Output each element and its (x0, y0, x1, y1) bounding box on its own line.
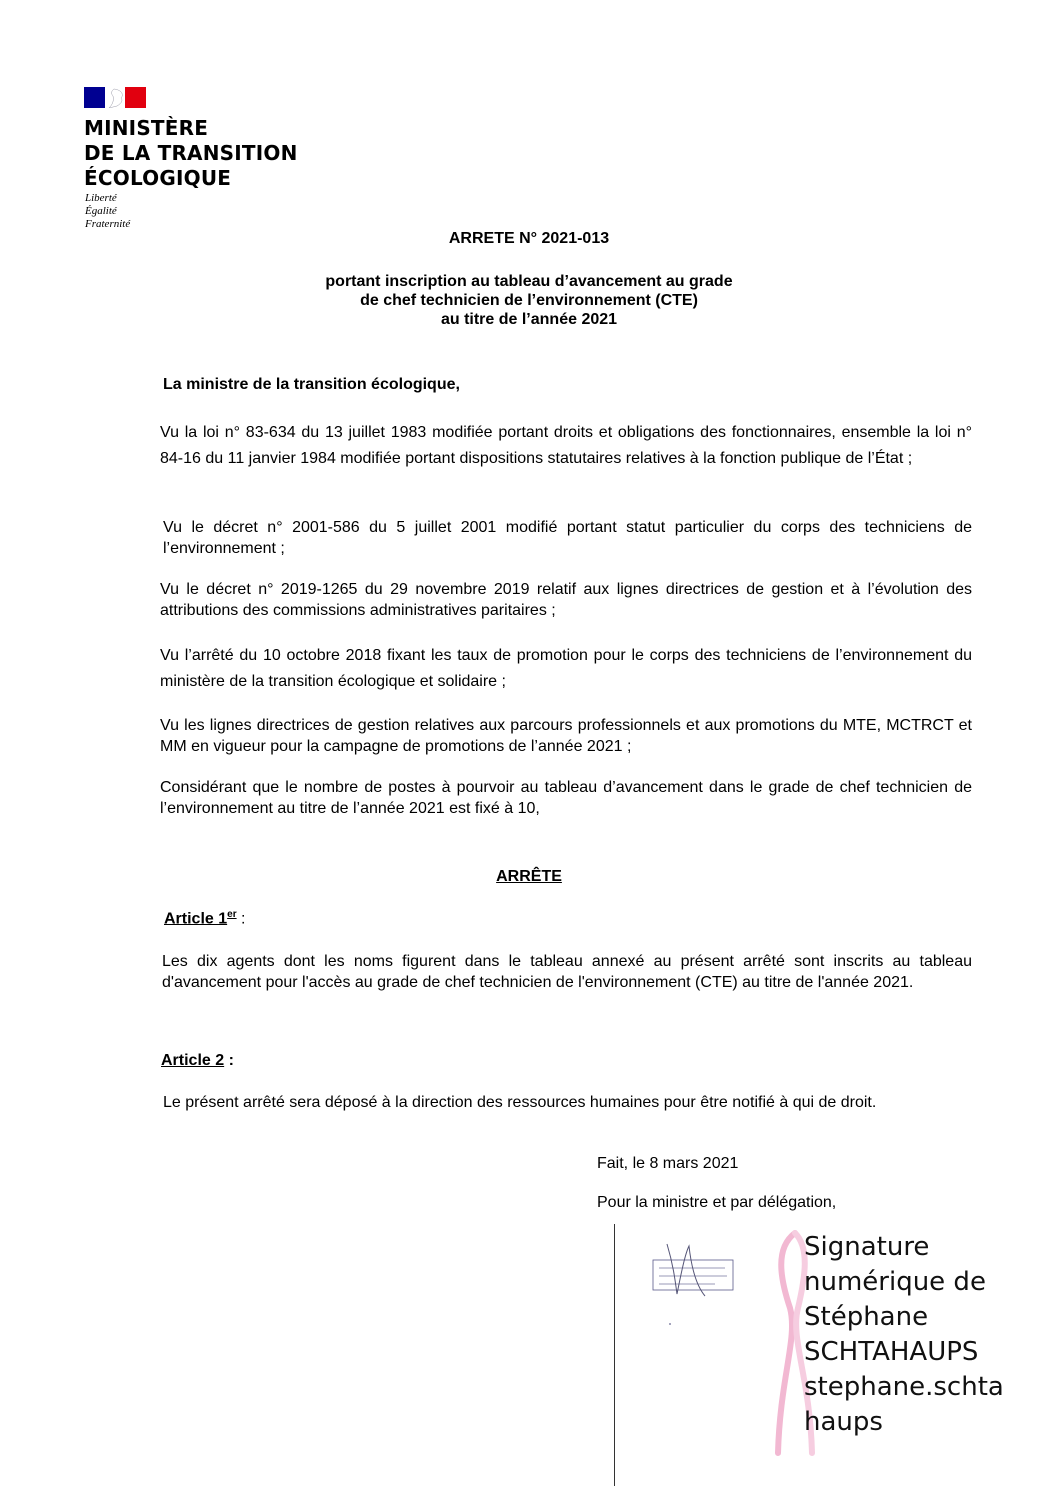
place-date: Fait, le 8 mars 2021 (597, 1155, 739, 1172)
article-1-sup: er (227, 909, 237, 920)
visa-paragraph-2: Vu le décret n° 2001-586 du 5 juillet 2001 modifié portant statut particulier du corps des techniciens de l’environnement ; (163, 519, 972, 557)
article-1-text: Les dix agents dont les noms figurent dans le tableau annexé au présent arrêté sont inscrits au tableau d'avancement pour l'accès au grade de chef technicien de l'environnement (CTE) au titre de l'année 2021. (162, 953, 972, 991)
decree-heading: ARRÊTE (496, 868, 562, 885)
visa-paragraph-3: Vu le décret n° 2019-1265 du 29 novembre 2019 relatif aux lignes directrices de gestion et à l’évolution des attributions des commissions administratives paritaires ; (160, 581, 972, 619)
digital-signature-line-3: Stéphane (804, 1302, 929, 1332)
subtitle-line-1: portant inscription au tableau d’avancement au grade (325, 273, 733, 290)
article-2-colon: : (224, 1052, 234, 1069)
visa-paragraph-1: Vu la loi n° 83-634 du 13 juillet 1983 modifiée portant droits et obligations des fonctionnaires, ensemble la loi n° 84-16 du 11 janvier 1984 modifiée portant dispositions statutaires relatives à la fonction publique de l’État ; (160, 424, 972, 467)
article-1-colon: : (236, 910, 246, 928)
ministry-line-1: MINISTÈRE (84, 116, 209, 140)
digital-signature-line-4: SCHTAHAUPS (804, 1337, 979, 1367)
digital-signature-line-5: stephane.schta (804, 1372, 1004, 1402)
article-2-heading (161, 1052, 234, 1070)
digital-signature-text (804, 1230, 1004, 1440)
digital-signature-line-2: numérique de (804, 1267, 986, 1297)
decree-subtitle (0, 272, 1058, 329)
signature-image (614, 1224, 775, 1486)
ministry-line-2: DE LA TRANSITION (84, 141, 298, 165)
motto-egalite: Égalité (85, 205, 117, 217)
authority-line: La ministre de la transition écologique, (163, 376, 460, 393)
subtitle-line-3: au titre de l’année 2021 (440, 311, 618, 328)
delegation-line: Pour la ministre et par délégation, (597, 1194, 837, 1211)
article-1-heading (164, 909, 245, 928)
republic-motto (85, 192, 130, 231)
digital-signature-line-6: haups (804, 1407, 883, 1437)
ministry-line-3: ÉCOLOGIQUE (84, 166, 232, 190)
motto-liberte: Liberté (85, 192, 117, 204)
motto-fraternite: Fraternité (85, 218, 131, 230)
decree-number: ARRETE N° 2021-013 (448, 230, 610, 247)
digital-signature-line-1: Signature (804, 1232, 930, 1262)
visa-paragraph-4: Vu l’arrêté du 10 octobre 2018 fixant les taux de promotion pour le corps des techniciens de l’environnement du ministère de la transition écologique et solidaire ; (160, 647, 972, 690)
visa-paragraph-5: Vu les lignes directrices de gestion relatives aux parcours professionnels et aux promotions du MTE, MCTRCT et MM en vigueur pour la campagne de promotions de l’année 2021 ; (160, 717, 972, 755)
article-2-text: Le présent arrêté sera déposé à la direction des ressources humaines pour être notifié à qui de droit. (163, 1094, 877, 1111)
considering-paragraph: Considérant que le nombre de postes à pourvoir au tableau d’avancement dans le grade de chef technicien de l’environnement au titre de l’année 2021 est fixé à 10, (160, 779, 972, 817)
handwritten-signature-stamp (615, 1224, 775, 1486)
article-2-label: Article 2 (161, 1052, 225, 1069)
marianne-flag-logo (84, 87, 146, 108)
article-1-label: Article 1 (164, 910, 228, 928)
ministry-name (84, 116, 298, 191)
subtitle-line-2: de chef technicien de l’environnement (CTE) (360, 292, 698, 309)
